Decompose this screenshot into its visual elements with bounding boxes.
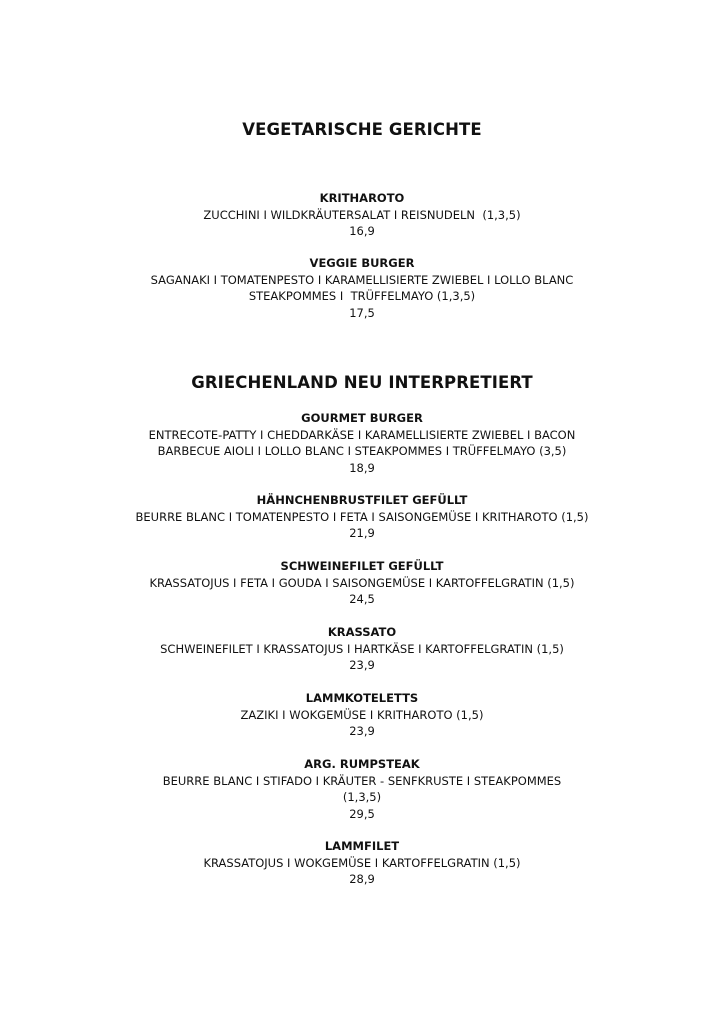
section-title-griechenland: GRIECHENLAND NEU INTERPRETIERT <box>191 373 533 392</box>
item-name: LAMMFILET <box>324 839 400 853</box>
menu-item-lammfilet <box>0 838 724 888</box>
item-description: ENTRECOTE-PATTY I CHEDDARKÄSE I KARAMELLISIERTE ZWIEBEL I BACON <box>148 427 576 442</box>
item-description: BEURRE BLANC I STIFADO I KRÄUTER - SENFKRUSTE I STEAKPOMMES <box>162 773 562 788</box>
menu-item-schweinefilet-gefuellt <box>0 558 724 608</box>
menu-item-haehnchenbrustfilet <box>0 492 724 542</box>
item-name: GOURMET BURGER <box>301 411 423 425</box>
item-price: 16,9 <box>349 224 375 238</box>
item-name: VEGGIE BURGER <box>309 256 415 270</box>
menu-item-lammkoteletts <box>0 690 724 740</box>
item-name: KRITHAROTO <box>319 191 405 205</box>
item-description: BEURRE BLANC I TOMATENPESTO I FETA I SAISONGEMÜSE I KRITHAROTO (1,5) <box>135 509 589 524</box>
item-description: KRASSATOJUS I FETA I GOUDA I SAISONGEMÜSE I KARTOFFELGRATIN (1,5) <box>149 575 575 590</box>
item-description: STEAKPOMMES I TRÜFFELMAYO (1,3,5) <box>248 289 476 303</box>
item-description: SAGANAKI I TOMATENPESTO I KARAMELLISIERTE ZWIEBEL I LOLLO BLANC <box>150 272 574 287</box>
menu-item-kritharoto <box>0 190 724 240</box>
item-description: SCHWEINEFILET I KRASSATOJUS I HARTKÄSE I KARTOFFELGRATIN (1,5) <box>160 641 564 656</box>
item-price: 23,9 <box>349 724 375 738</box>
item-price: 24,5 <box>349 592 375 606</box>
item-price: 18,9 <box>349 460 375 475</box>
item-price: 29,5 <box>349 806 375 821</box>
item-name: HÄHNCHENBRUSTFILET GEFÜLLT <box>256 493 468 507</box>
item-description: ZUCCHINI I WILDKRÄUTERSALAT I REISNUDELN (1,3,5) <box>203 207 521 222</box>
item-description: (1,3,5) <box>342 790 382 804</box>
item-description: BARBECUE AIOLI I LOLLO BLANC I STEAKPOMMES I TRÜFFELMAYO (3,5) <box>157 444 567 458</box>
menu-item-rumpsteak <box>0 756 724 822</box>
item-price: 28,9 <box>349 872 375 886</box>
menu-item-veggie-burger <box>0 255 724 321</box>
item-description: ZAZIKI I WOKGEMÜSE I KRITHAROTO (1,5) <box>240 707 484 722</box>
item-name: SCHWEINEFILET GEFÜLLT <box>280 559 444 573</box>
section-title-vegetarisch: VEGETARISCHE GERICHTE <box>242 120 482 139</box>
item-description: KRASSATOJUS I WOKGEMÜSE I KARTOFFELGRATIN (1,5) <box>203 855 521 870</box>
item-name: KRASSATO <box>327 625 397 639</box>
item-price: 23,9 <box>349 658 375 672</box>
item-name: ARG. RUMPSTEAK <box>304 757 420 771</box>
menu-item-gourmet-burger <box>0 410 724 476</box>
item-name: LAMMKOTELETTS <box>305 691 419 705</box>
item-price: 21,9 <box>349 526 375 540</box>
item-price: 17,5 <box>349 305 375 320</box>
menu-item-krassato <box>0 624 724 674</box>
